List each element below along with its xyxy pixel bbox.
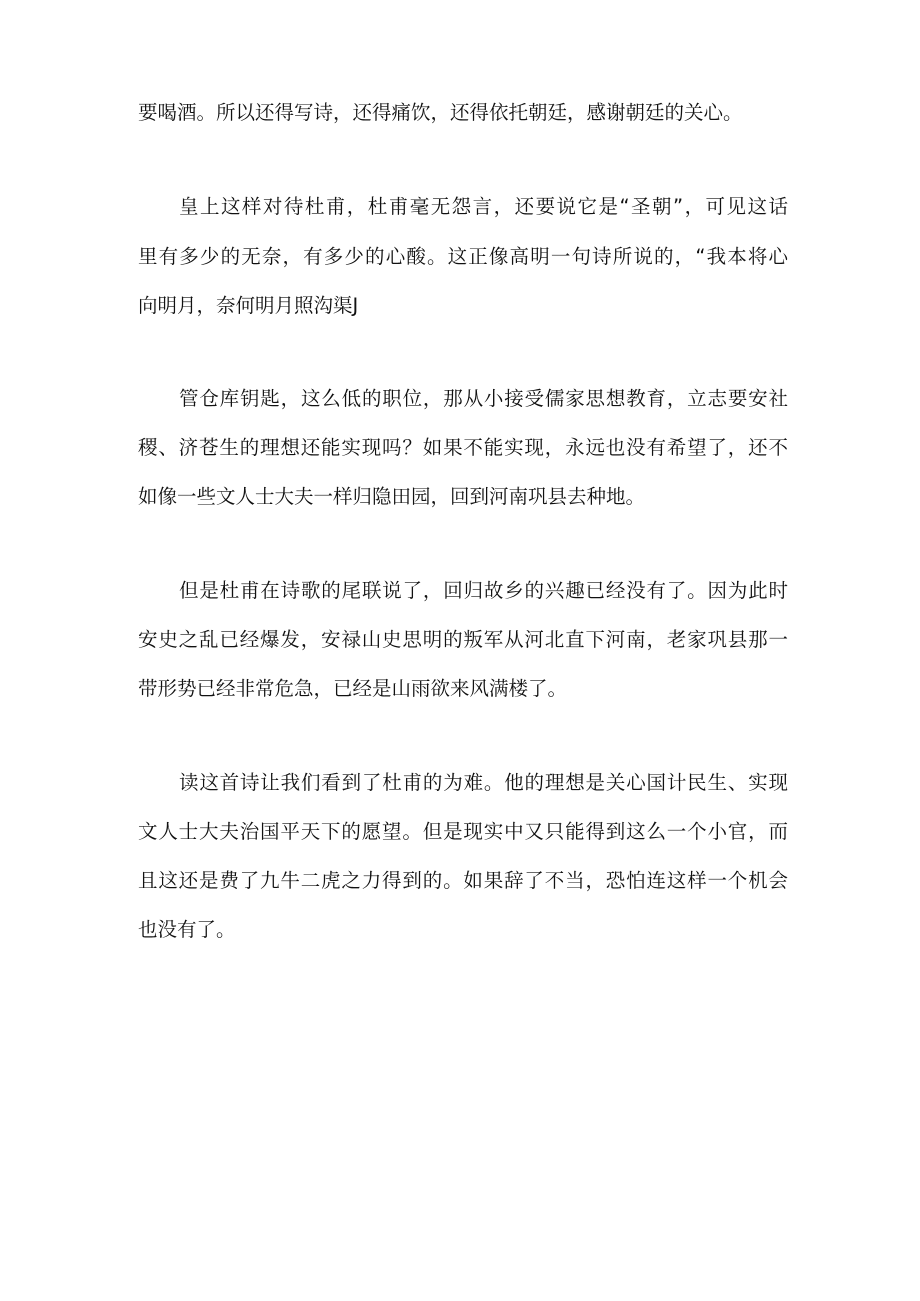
paragraph-3-line-3: 如像一些文人士大夫一样归隐田园，回到河南巩县去种地。 <box>138 485 646 508</box>
paragraph-1-line-1: 要喝酒。所以还得写诗，还得痛饮，还得依托朝廷，感谢朝廷的关心。 <box>138 101 743 124</box>
paragraph-4-line-2: 安史之乱已经爆发，安禄山史思明的叛军从河北直下河南，老家巩县那一 <box>138 628 788 651</box>
paragraph-2-line-2: 里有多少的无奈，有多少的心酸。这正像高明一句诗所说的，“我本将心 <box>138 245 788 268</box>
paragraph-5-line-2: 文人士大夫治国平天下的愿望。但是现实中又只能得到这么一个小官，而 <box>138 820 788 843</box>
paragraph-4-line-3: 带形势已经非常危急，已经是山雨欲来风满楼了。 <box>138 677 568 700</box>
paragraph-2-line-1: 皇上这样对待杜甫，杜甫毫无怨言，还要说它是“圣朝”，可见这话 <box>179 195 788 218</box>
paragraph-3-line-2: 稷、济苍生的理想还能实现吗？如果不能实现，永远也没有希望了，还不 <box>138 436 788 459</box>
paragraph-2-line-3: 向明月，奈何明月照沟渠J <box>138 294 359 317</box>
paragraph-5-line-4: 也没有了。 <box>138 918 236 941</box>
paragraph-5-line-1: 读这首诗让我们看到了杜甫的为难。他的理想是关心国计民生、实现 <box>179 771 788 794</box>
paragraph-5-line-3: 且这还是费了九牛二虎之力得到的。如果辞了不当，恐怕连这样一个机会 <box>138 869 788 892</box>
paragraph-3-line-1: 管仓库钥匙，这么低的职位，那从小接受儒家思想教育，立志要安社 <box>179 387 788 410</box>
paragraph-4-line-1: 但是杜甫在诗歌的尾联说了，回归故乡的兴趣已经没有了。因为此时 <box>179 579 788 602</box>
